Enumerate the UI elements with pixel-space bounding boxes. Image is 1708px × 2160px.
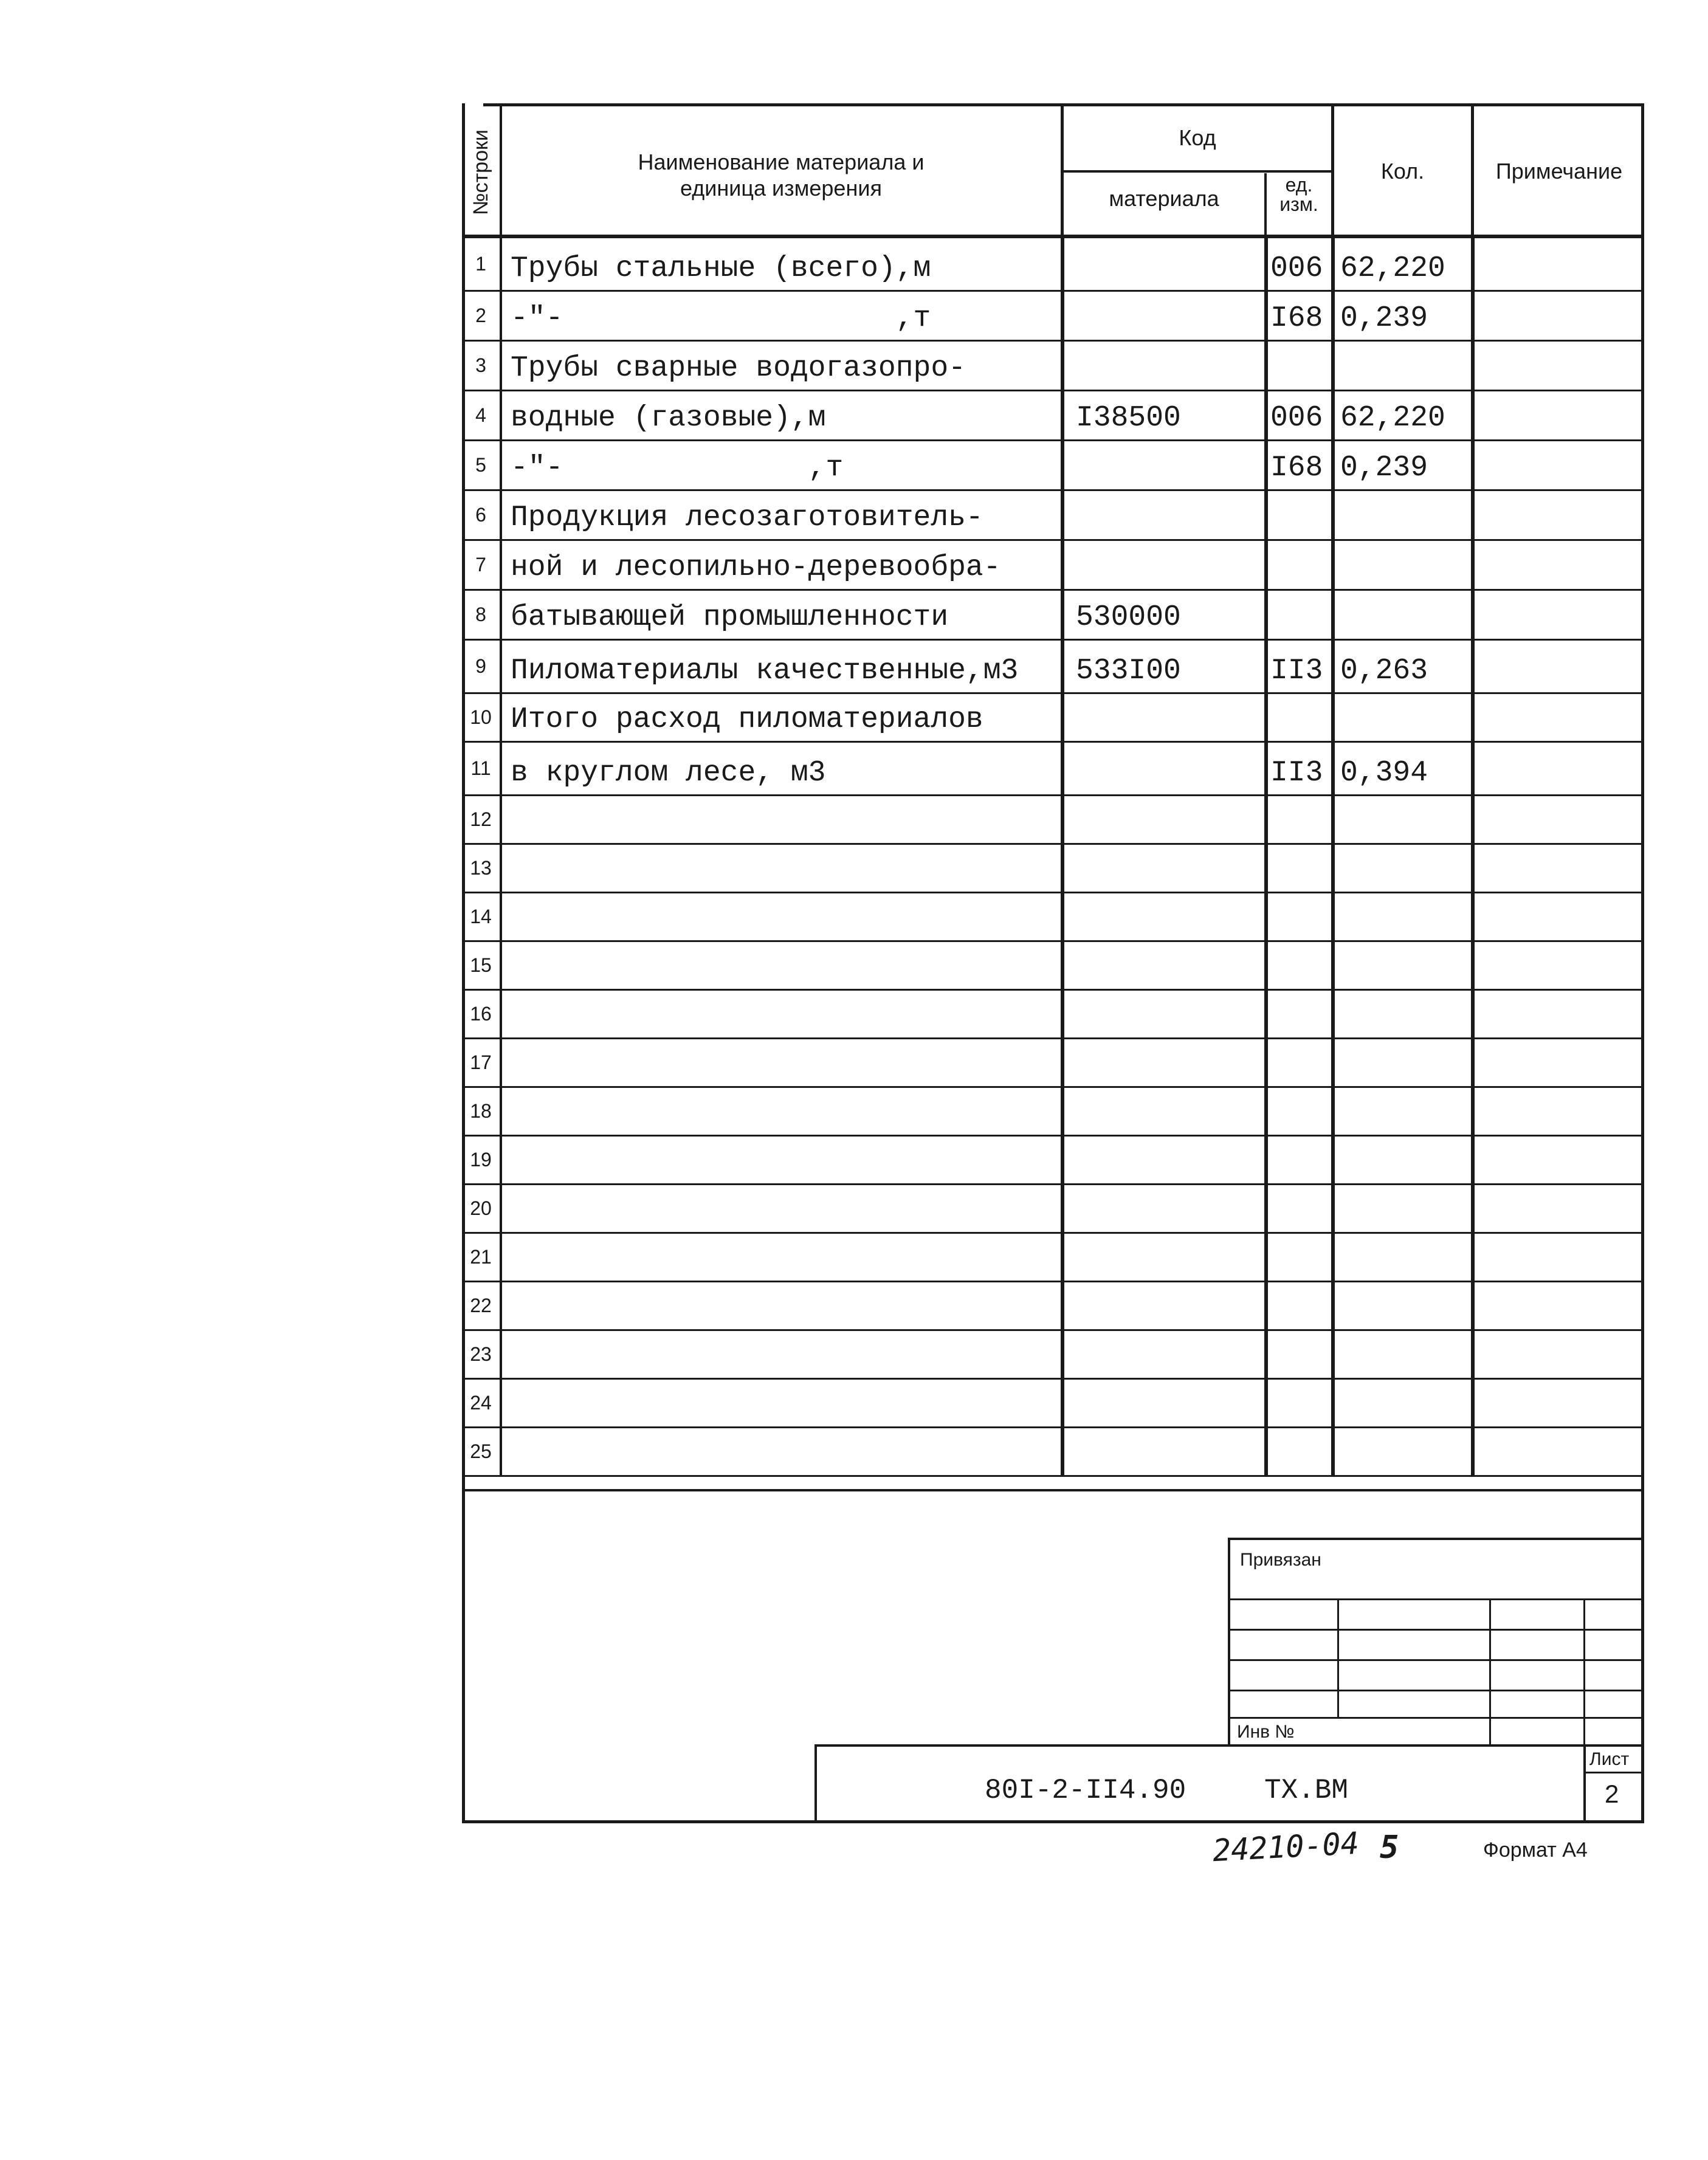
table-header — [462, 103, 1644, 238]
material-name: водные (газовые),м — [511, 404, 826, 433]
table-row — [462, 342, 1644, 391]
table-row — [462, 845, 1644, 893]
material-code: I38500 — [1076, 402, 1181, 435]
header-divider-1 — [500, 103, 502, 238]
table-row — [462, 641, 1644, 694]
material-code: 533I00 — [1076, 655, 1181, 687]
material-name: батывающей промышленности — [511, 603, 949, 632]
row-number: 12 — [470, 808, 492, 830]
code-header: Код — [1179, 125, 1216, 150]
row-number: 23 — [470, 1343, 492, 1365]
title-block — [462, 1489, 1644, 1823]
row-number: 24 — [470, 1392, 492, 1414]
quantity: 62,220 — [1340, 252, 1445, 285]
quantity: 0,239 — [1340, 452, 1428, 484]
row-number: 2 — [475, 304, 486, 326]
format-label: Формат А4 — [1483, 1838, 1588, 1862]
handwritten-number: 24210-04 — [1211, 1825, 1360, 1869]
tb-main-left — [814, 1744, 817, 1823]
table-row — [462, 1428, 1644, 1477]
qty-header: Кол. — [1380, 159, 1425, 184]
inv-label: Инв № — [1237, 1722, 1295, 1742]
unit-code: 006 — [1270, 252, 1323, 285]
row-number: 20 — [470, 1197, 492, 1219]
table-row — [462, 893, 1644, 942]
quantity: 0,239 — [1340, 302, 1428, 335]
name-header-line1: Наименование материала и — [638, 150, 925, 174]
tb-linked-top — [1228, 1538, 1644, 1540]
unit-code: 006 — [1270, 402, 1323, 435]
row-number: 9 — [475, 655, 486, 677]
tb-top — [462, 1489, 1644, 1491]
material-name: Продукция лесозаготовитель- — [511, 503, 983, 532]
quantity: 62,220 — [1340, 402, 1445, 435]
row-number: 4 — [475, 404, 486, 426]
row-number: 6 — [475, 504, 486, 526]
column-line — [1331, 238, 1335, 1477]
header-code-underline — [1061, 170, 1334, 173]
table-row — [462, 796, 1644, 845]
tb-sheet-divider — [1583, 1772, 1644, 1773]
unit-code: I68 — [1270, 302, 1323, 335]
row-number: 14 — [470, 906, 492, 927]
tb-grid-h5 — [1228, 1717, 1644, 1719]
tb-grid-v3 — [1583, 1598, 1585, 1744]
material-name: Итого расход пиломатериалов — [511, 705, 983, 734]
table-row — [462, 694, 1644, 743]
unit-code: II3 — [1270, 757, 1323, 789]
table-row — [462, 1039, 1644, 1088]
material-name: в круглом лесе, м3 — [511, 758, 826, 788]
table-row — [462, 541, 1644, 591]
code-unit-header: ед. изм. — [1279, 174, 1318, 215]
table-row — [462, 1088, 1644, 1137]
row-no-header: №строки — [469, 129, 492, 215]
row-number: 13 — [470, 857, 492, 879]
table-row — [462, 1282, 1644, 1331]
row-number: 1 — [475, 253, 486, 275]
row-number: 7 — [475, 554, 486, 576]
row-line — [462, 1475, 1644, 1477]
table-row — [462, 743, 1644, 796]
tb-grid-h1 — [1228, 1598, 1644, 1600]
row-number: 3 — [475, 354, 486, 376]
table-body — [462, 238, 1644, 1477]
row-number: 15 — [470, 954, 492, 976]
material-name: -"- ,т — [511, 453, 844, 483]
tb-grid-h4 — [1228, 1690, 1644, 1691]
tb-grid-h3 — [1228, 1659, 1644, 1661]
note-header: Примечание — [1495, 159, 1623, 184]
table-row — [462, 1185, 1644, 1234]
table-row — [462, 1331, 1644, 1380]
row-number: 18 — [470, 1100, 492, 1122]
tb-grid-v1 — [1337, 1598, 1339, 1717]
table-row — [462, 292, 1644, 342]
name-header — [504, 149, 1058, 201]
unit-code: II3 — [1270, 655, 1323, 687]
row-number: 11 — [470, 757, 491, 779]
table-row — [462, 491, 1644, 541]
table-row — [462, 441, 1644, 491]
material-name: ной и лесопильно-деревообра- — [511, 553, 1001, 582]
linked-label: Привязан — [1240, 1550, 1321, 1570]
table-row — [462, 942, 1644, 991]
material-code: 530000 — [1076, 601, 1181, 634]
table-row — [462, 1234, 1644, 1282]
quantity: 0,394 — [1340, 757, 1428, 789]
table-row — [462, 591, 1644, 641]
doc-mark: ТХ.ВМ — [1264, 1775, 1349, 1806]
table-row — [462, 1380, 1644, 1428]
sheet-number: 2 — [1605, 1780, 1619, 1808]
row-number: 8 — [475, 604, 486, 625]
row-number: 10 — [470, 706, 492, 728]
name-header-line2: единица измерения — [680, 176, 882, 201]
table-row — [462, 391, 1644, 441]
column-line — [1061, 238, 1064, 1477]
row-number: 16 — [470, 1003, 492, 1025]
quantity: 0,263 — [1340, 655, 1428, 687]
column-line — [1471, 238, 1475, 1477]
tb-grid-h2 — [1228, 1629, 1644, 1631]
row-number: 17 — [470, 1051, 492, 1073]
row-number: 5 — [475, 454, 486, 476]
material-name: Трубы стальные (всего),м — [511, 254, 931, 283]
handwritten-count: 5 — [1380, 1829, 1399, 1866]
table-row — [462, 238, 1644, 292]
sheet-label: Лист — [1589, 1749, 1630, 1769]
material-name: Трубы сварные водогазопро- — [511, 354, 966, 383]
tb-main-top — [814, 1744, 1644, 1747]
code-material-header: материала — [1109, 186, 1219, 211]
row-number: 19 — [470, 1149, 492, 1171]
material-name: Пиломатериалы качественные,м3 — [511, 656, 1019, 686]
unit-code: I68 — [1270, 452, 1323, 484]
tb-linked-left — [1228, 1538, 1230, 1744]
material-name: -"- ,т — [511, 304, 931, 333]
column-line — [1264, 238, 1268, 1477]
row-number: 25 — [470, 1440, 492, 1462]
table-row — [462, 1137, 1644, 1185]
table-row — [462, 991, 1644, 1039]
tb-sheet-left — [1583, 1744, 1586, 1823]
doc-code: 80I-2-II4.90 — [985, 1775, 1186, 1806]
row-number: 22 — [470, 1295, 492, 1316]
column-line — [500, 238, 502, 1477]
tb-grid-v2 — [1489, 1598, 1491, 1744]
row-number: 21 — [470, 1246, 492, 1268]
